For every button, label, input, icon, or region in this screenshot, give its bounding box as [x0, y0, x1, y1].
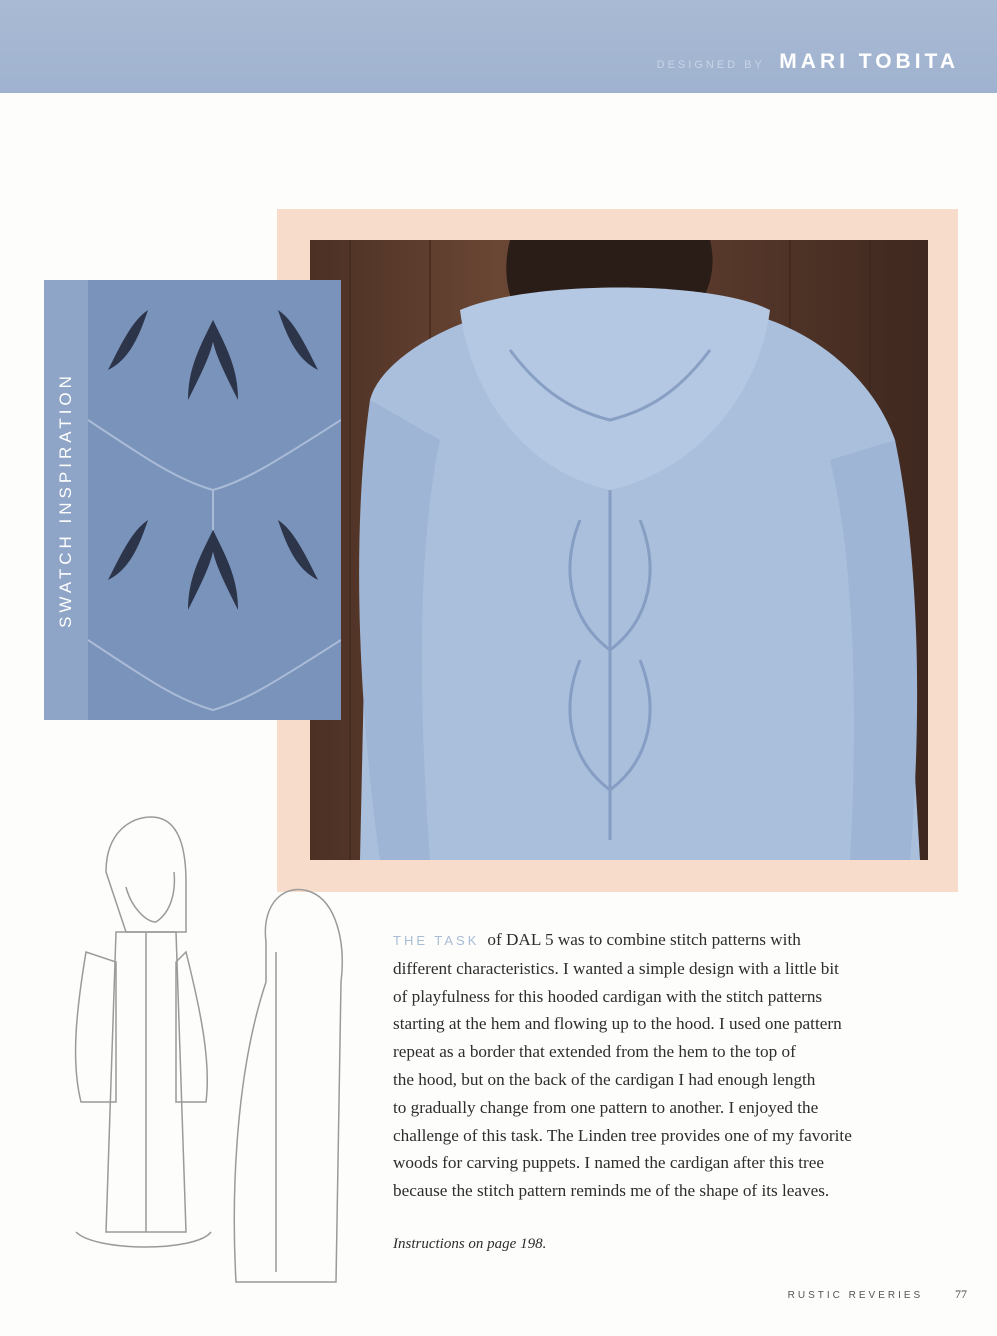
header-band	[0, 0, 997, 93]
lead-in: THE TASK	[393, 933, 480, 948]
designer-name: MARI TOBITA	[779, 50, 959, 73]
swatch-photo	[88, 280, 341, 720]
article-line-2: of playfulness for this hooded cardigan with the stitch patterns	[393, 986, 823, 1006]
article-body	[393, 926, 953, 1205]
designed-by-label: DESIGNED BY	[656, 59, 765, 71]
article-line-5: the hood, but on the back of the cardigan I had enough length	[393, 1069, 816, 1089]
swatch-tab-label: SWATCH INSPIRATION	[56, 372, 75, 628]
article-line-8: woods for carving puppets. I named the cardigan after this tree	[393, 1153, 824, 1173]
article-line-3: starting at the hem and flowing up to the hood. I used one pattern	[393, 1014, 842, 1034]
cardigan-photo	[310, 240, 928, 860]
page-number: 77	[955, 1287, 967, 1301]
article-line-1: different characteristics. I wanted a simple design with a little bit	[393, 958, 839, 978]
article-line-6: to gradually change from one pattern to another. I enjoyed the	[393, 1097, 819, 1117]
page-footer	[788, 1287, 967, 1302]
article-line-4: repeat as a border that extended from the hem to the top of	[393, 1042, 796, 1062]
cardigan-sketch	[36, 812, 376, 1302]
article-line-0	[393, 926, 953, 955]
article-line-9: because the stitch pattern reminds me of the shape of its leaves.	[393, 1181, 830, 1201]
designer-credit	[657, 50, 959, 74]
article-line-0-text: of DAL 5 was to combine stitch patterns with	[487, 930, 801, 949]
article-line-7: challenge of this task. The Linden tree provides one of my favorite	[393, 1125, 852, 1145]
instructions-note: Instructions on page 198.	[393, 1236, 547, 1252]
section-title: RUSTIC REVERIES	[787, 1290, 924, 1301]
